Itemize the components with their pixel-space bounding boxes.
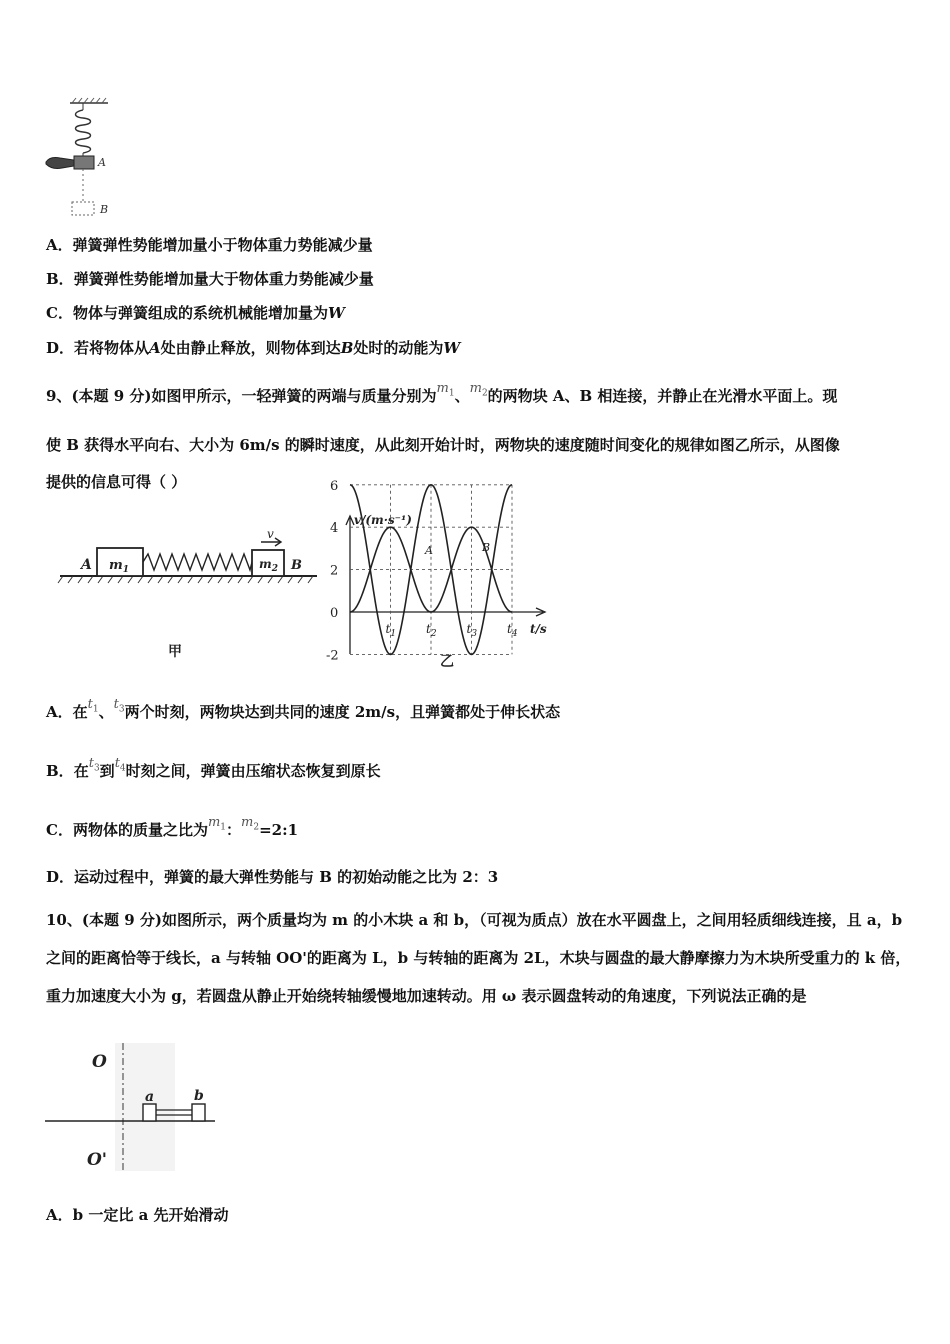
- y-tick-label: 2: [330, 563, 339, 579]
- q8-spring-figure: [40, 98, 130, 223]
- series-B-label: B: [482, 541, 491, 554]
- label-A-block: A: [81, 557, 92, 573]
- q9-option-d: D．运动过程中，弹簧的最大弹性势能与 B 的初始动能之比为 2：3: [46, 868, 499, 886]
- q8-option-d: D．若将物体从A处由静止释放，则物体到达B处时的动能为W: [46, 339, 461, 357]
- y-tick-label: 4: [330, 521, 339, 537]
- x-tick-label: $t_4$: [507, 622, 518, 639]
- block-b-dashed: [72, 202, 94, 215]
- spring-zigzag: [143, 554, 252, 570]
- q10-figure: [45, 1043, 225, 1173]
- x-tick-label: $t_3$: [466, 622, 478, 639]
- q10-number: 10、: [46, 911, 82, 929]
- block-a: [74, 156, 94, 169]
- label-b: b: [194, 1088, 204, 1104]
- q9-line2: 使 B 获得水平向右、大小为 6m/s 的瞬时速度，从此刻开始计时，两物块的速度随时间变化的规律如图乙所示，从图像: [46, 436, 840, 454]
- q9-option-b: B．在$t_3$到$t_4$时刻之间，弹簧由压缩状态恢复到原长: [46, 756, 381, 780]
- label-O-prime: O': [87, 1150, 108, 1170]
- vt-chart: [320, 478, 560, 676]
- fig-jia: [55, 528, 325, 668]
- caption-yi: 乙: [440, 654, 454, 670]
- q10-option-a: A．b 一定比 a 先开始滑动: [46, 1206, 229, 1224]
- y-tick-label: 6: [330, 478, 339, 494]
- label-v: v: [267, 527, 274, 541]
- q8-option-c: C．物体与弹簧组成的系统机械能增加量为W: [46, 304, 345, 322]
- x-tick-label: $t_1$: [385, 622, 397, 639]
- hand-icon: [46, 158, 74, 169]
- label-a: a: [145, 1089, 155, 1105]
- m1-symbol: $m_1$: [436, 381, 455, 399]
- q9-option-c: C．两物体的质量之比为$m_1$：$m_2=2:1$: [46, 815, 299, 839]
- q8-option-a: A．弹簧弹性势能增加量小于物体重力势能减少量: [46, 236, 373, 254]
- fig8-label-a: A: [98, 156, 106, 169]
- y-axis-label: v/(m·s⁻¹): [354, 513, 412, 527]
- q9-score: (本题 9 分): [71, 387, 152, 405]
- block-b: [192, 1104, 205, 1121]
- m2-symbol: $m_2$: [469, 381, 488, 399]
- label-O: O: [92, 1052, 107, 1072]
- x-tick-label: $t_2$: [426, 622, 437, 639]
- q10-text: 10、(本题 9 分)如图所示，两个质量均为 m 的小木块 a 和 b，（可视为质点）放在水平圆盘上，之间用轻质细线连接，且 a，b 之间的距离恰等于线长，a 与转轴 OO'的距离为 L，b 与转轴的距离为 2L，木块与圆盘的最大静摩擦力为木块所受重力的 k 倍，重力加速度大小为 g，若圆盘从静止开始绕转轴缓慢地加速转动。用 ω 表示圆盘转动的角速度，下列说法正确的是: [46, 911, 911, 1005]
- x-axis-label: t/s: [530, 622, 547, 636]
- label-m1: $m_1$: [109, 558, 130, 575]
- block-a: [143, 1104, 156, 1121]
- label-m2: $m_2$: [259, 557, 278, 574]
- y-tick-label: 0: [330, 606, 339, 621]
- q9-option-a: A．在$t_1$、$t_3$两个时刻，两物块达到共同的速度 2m/s，且弹簧都处于伸长状态: [46, 697, 561, 721]
- fig8-label-b: B: [100, 203, 109, 216]
- series-A-label: A: [425, 544, 433, 557]
- q9-line3: 提供的信息可得（ ）: [46, 473, 187, 491]
- label-B-block: B: [291, 558, 302, 573]
- spring-coil: [76, 110, 91, 153]
- y-tick-label: -2: [326, 648, 339, 664]
- q9-line1: 9、(本题 9 分)如图甲所示，一轻弹簧的两端与质量分别为$m_1$、$m_2$的两物块 A、B 相连接，并静止在光滑水平面上。现: [46, 381, 838, 405]
- q8-option-b: B．弹簧弹性势能增加量大于物体重力势能减少量: [46, 270, 374, 288]
- ground-hatch: [58, 576, 313, 583]
- q10-score: (本题 9 分): [81, 911, 162, 929]
- caption-jia: 甲: [168, 644, 182, 660]
- q9-number: 9、: [46, 387, 72, 405]
